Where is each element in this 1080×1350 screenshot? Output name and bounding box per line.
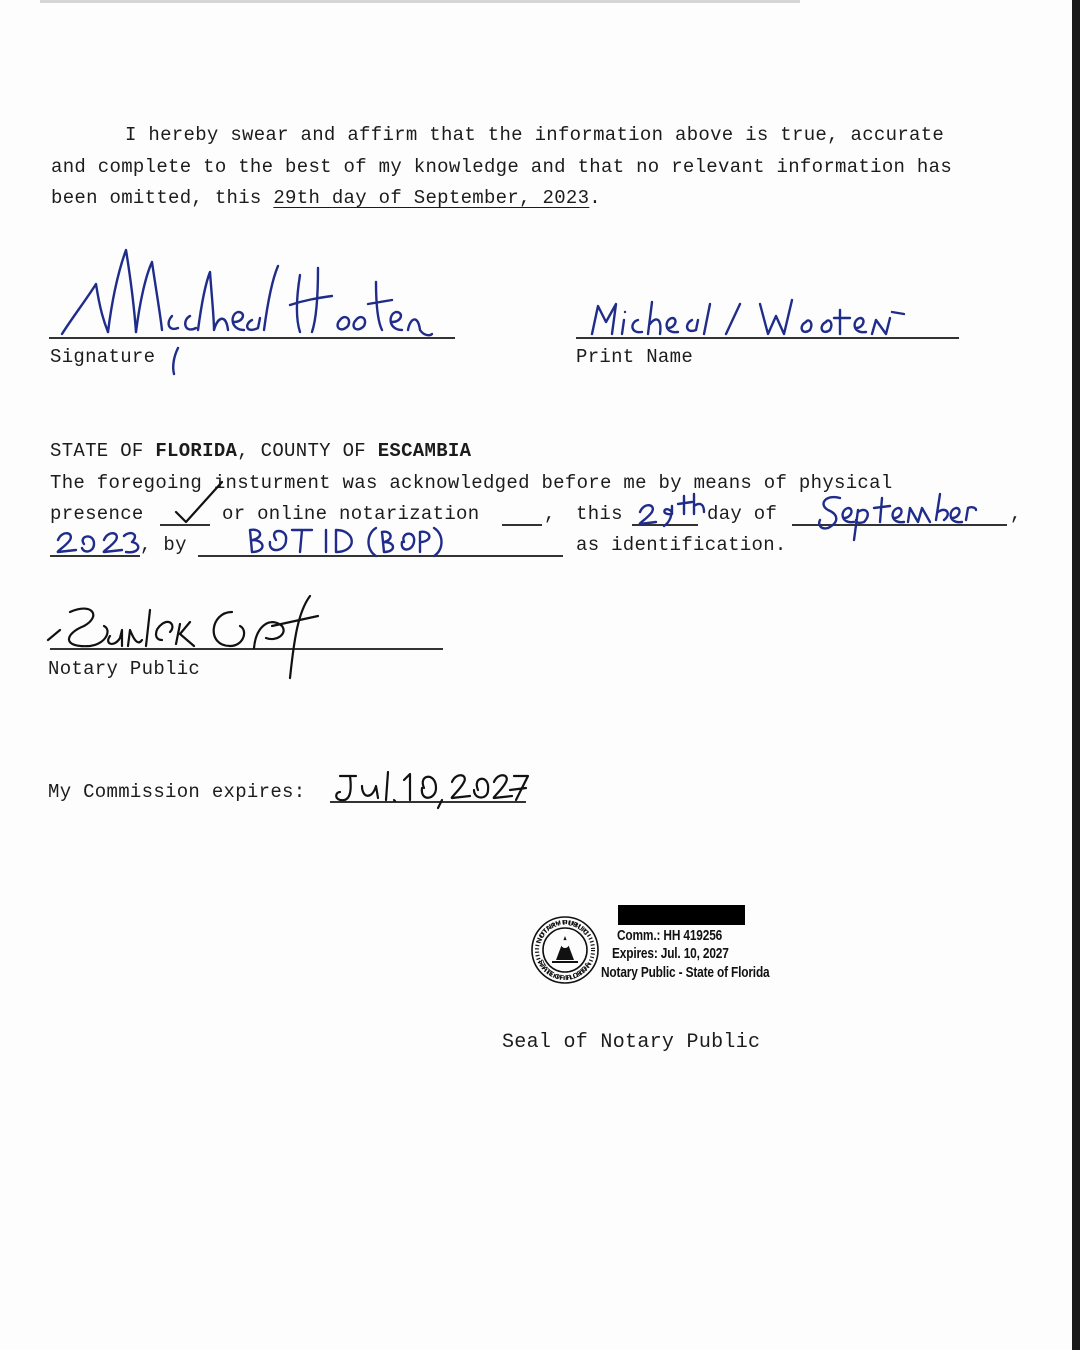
handwritten-identification <box>250 528 442 556</box>
county-prefix: , COUNTY OF <box>237 440 378 462</box>
handwritten-year <box>58 533 139 552</box>
handwritten-day <box>640 494 704 526</box>
oath-line-3-prefix: been omitted, this <box>51 187 274 209</box>
oath-line-2: and complete to the best of my knowledge and that no relevant information has <box>51 156 953 178</box>
handwritten-commission-date <box>336 772 528 808</box>
by-label: , by <box>140 534 187 556</box>
commission-label: My Commission expires: <box>48 781 306 803</box>
seal-expires: Expires: Jul. 10, 2027 <box>612 946 729 962</box>
seal-commission-number: Comm.: HH 419256 <box>617 928 723 944</box>
presence-label: presence <box>50 503 144 525</box>
acknowledgment-line-1: The foregoing insturment was acknowledged before me by means of physical <box>50 472 893 494</box>
seal-ring-bottom-text: STATE OF FLORIDA <box>536 958 593 983</box>
oath-line-3-suffix: . <box>589 187 601 209</box>
seal-title: Notary Public - State of Florida <box>601 965 770 981</box>
signature-label: Signature <box>50 346 156 368</box>
seal-caption: Seal of Notary Public <box>502 1031 761 1054</box>
print-name-label: Print Name <box>576 346 694 368</box>
notary-public-label: Notary Public <box>48 658 201 680</box>
as-identification-label: as identification. <box>576 534 787 556</box>
comma-2: , <box>1010 503 1022 525</box>
presence-checkmark <box>176 482 222 522</box>
handwritten-signature <box>62 250 432 374</box>
handwritten-month <box>819 494 976 540</box>
day-of-label: day of <box>707 503 778 525</box>
redaction-box <box>618 905 745 925</box>
notary-signature <box>48 596 318 678</box>
state-prefix: STATE OF <box>50 440 156 462</box>
state-name: FLORIDA <box>155 440 238 462</box>
this-label: this <box>576 503 623 525</box>
county-name: ESCAMBIA <box>377 440 472 462</box>
oath-date: 29th day of September, 2023 <box>273 187 590 209</box>
comma-1: , <box>544 503 556 525</box>
handwritten-print-name <box>592 300 904 334</box>
seal-ring-top-text: NOTARY PUBLIC <box>535 919 590 945</box>
oath-line-1: I hereby swear and affirm that the information above is true, accurate <box>125 124 945 146</box>
online-notarization-label: or online notarization <box>222 503 480 525</box>
